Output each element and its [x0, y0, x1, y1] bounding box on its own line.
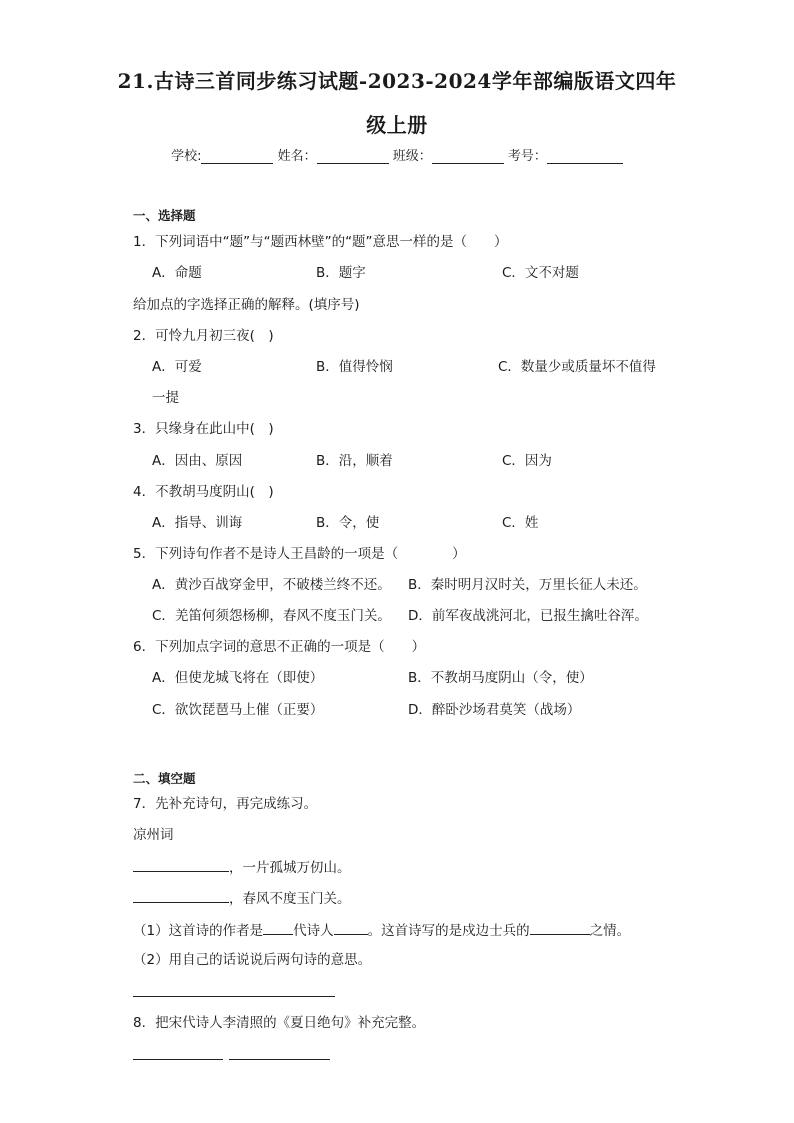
- q7-answer-line[interactable]: [133, 996, 335, 997]
- q2-stem: 2．可怜九月初三夜( ): [133, 328, 274, 344]
- q6-option-d[interactable]: D．醉卧沙场君莫笑（战场）: [408, 702, 581, 718]
- q7-line1-blank[interactable]: [133, 857, 229, 872]
- section-heading-fill: 二、填空题: [133, 771, 196, 786]
- class-label: 班级：: [392, 149, 432, 164]
- school-blank[interactable]: [201, 148, 273, 164]
- q1-option-a[interactable]: A．命题: [152, 265, 202, 281]
- q1-option-c[interactable]: C．文不对题: [502, 265, 579, 281]
- q7-poet-blank[interactable]: [334, 920, 368, 935]
- q6-stem: 6．下列加点字词的意思不正确的一项是（ ）: [133, 639, 426, 655]
- q1-option-b[interactable]: B．题字: [316, 265, 366, 281]
- q5-option-b[interactable]: B．秦时明月汉时关，万里长征人未还。: [408, 577, 647, 593]
- q7-sub1-part-b: 代诗人: [293, 923, 334, 939]
- q7-sub1: [133, 920, 630, 940]
- section-heading-choice: 一、选择题: [133, 208, 196, 223]
- name-label: 姓名：: [277, 149, 317, 164]
- q5-option-a[interactable]: A．黄沙百战穿金甲，不破楼兰终不还。: [152, 577, 391, 593]
- q1-stem: 1．下列词语中“题”与“题西林壁”的“题”意思一样的是（ ）: [133, 234, 508, 250]
- q8-stem: 8．把宋代诗人李清照的《夏日绝句》补充完整。: [133, 1015, 426, 1031]
- q6-option-a[interactable]: A．但使龙城飞将在（即使）: [152, 670, 324, 686]
- q8-answer-blank-1[interactable]: [133, 1059, 223, 1060]
- q7-poem-title: 凉州词: [133, 827, 174, 843]
- q2-option-c[interactable]: C．数量少或质量坏不值得: [498, 359, 656, 375]
- q7-sub1-part-d: 之情。: [589, 923, 631, 939]
- q7-dynasty-blank[interactable]: [263, 920, 293, 935]
- exam-no-label: 考号：: [507, 149, 547, 164]
- q3-option-b[interactable]: B．沿，顺着: [316, 453, 393, 469]
- q7-sub1-part-a: （1）这首诗的作者是: [133, 923, 264, 939]
- q5-option-d[interactable]: D．前军夜战洮河北，已报生擒吐谷浑。: [408, 608, 648, 624]
- page-title-line1: 21.古诗三首同步练习试题-2023-2024学年部编版语文四年: [117, 69, 677, 93]
- q4-option-b[interactable]: B．令，使: [316, 515, 380, 531]
- name-blank[interactable]: [317, 148, 389, 164]
- q5-option-c[interactable]: C．羌笛何须怨杨柳，春风不度玉门关。: [152, 608, 391, 624]
- school-label: 学校:: [171, 149, 202, 164]
- instruction-text: 给加点的字选择正确的解释。(填序号): [133, 297, 360, 313]
- q2-option-b[interactable]: B．值得怜悯: [316, 359, 393, 375]
- q7-line2-tail: ，春风不度玉门关。: [229, 891, 351, 907]
- q5-stem: 5．下列诗句作者不是诗人王昌龄的一项是（ ）: [133, 546, 466, 562]
- q7-stem: 7．先补充诗句，再完成练习。: [133, 796, 318, 812]
- q3-option-c[interactable]: C．因为: [502, 453, 552, 469]
- q7-line2-blank[interactable]: [133, 888, 229, 903]
- q7-poem-line2: [133, 888, 351, 908]
- q7-line1-tail: ，一片孤城万仞山。: [229, 860, 351, 876]
- q6-option-b[interactable]: B．不教胡马度阴山（令，使）: [408, 670, 593, 686]
- student-info-row: [0, 145, 794, 164]
- q3-option-a[interactable]: A．因由、原因: [152, 453, 243, 469]
- q4-option-a[interactable]: A．指导、训诲: [152, 515, 243, 531]
- q7-feeling-blank[interactable]: [530, 920, 590, 935]
- q8-answer-blank-2[interactable]: [229, 1059, 330, 1060]
- q7-sub2: （2）用自己的话说说后两句诗的意思。: [133, 952, 372, 968]
- q2-option-a[interactable]: A．可爱: [152, 359, 202, 375]
- q4-stem: 4．不教胡马度阴山( ): [133, 484, 274, 500]
- q7-poem-line1: [133, 857, 351, 877]
- q4-option-c[interactable]: C．姓: [502, 515, 539, 531]
- page-title-line2: 级上册: [366, 113, 428, 137]
- class-blank[interactable]: [432, 148, 504, 164]
- q6-option-c[interactable]: C．欲饮琵琶马上催（正要）: [152, 702, 324, 718]
- q2-option-c-continued: 一提: [152, 390, 179, 406]
- q7-sub1-part-c: 。这首诗写的是戍边士兵的: [367, 923, 530, 939]
- q3-stem: 3．只缘身在此山中( ): [133, 421, 274, 437]
- exam-no-blank[interactable]: [547, 148, 623, 164]
